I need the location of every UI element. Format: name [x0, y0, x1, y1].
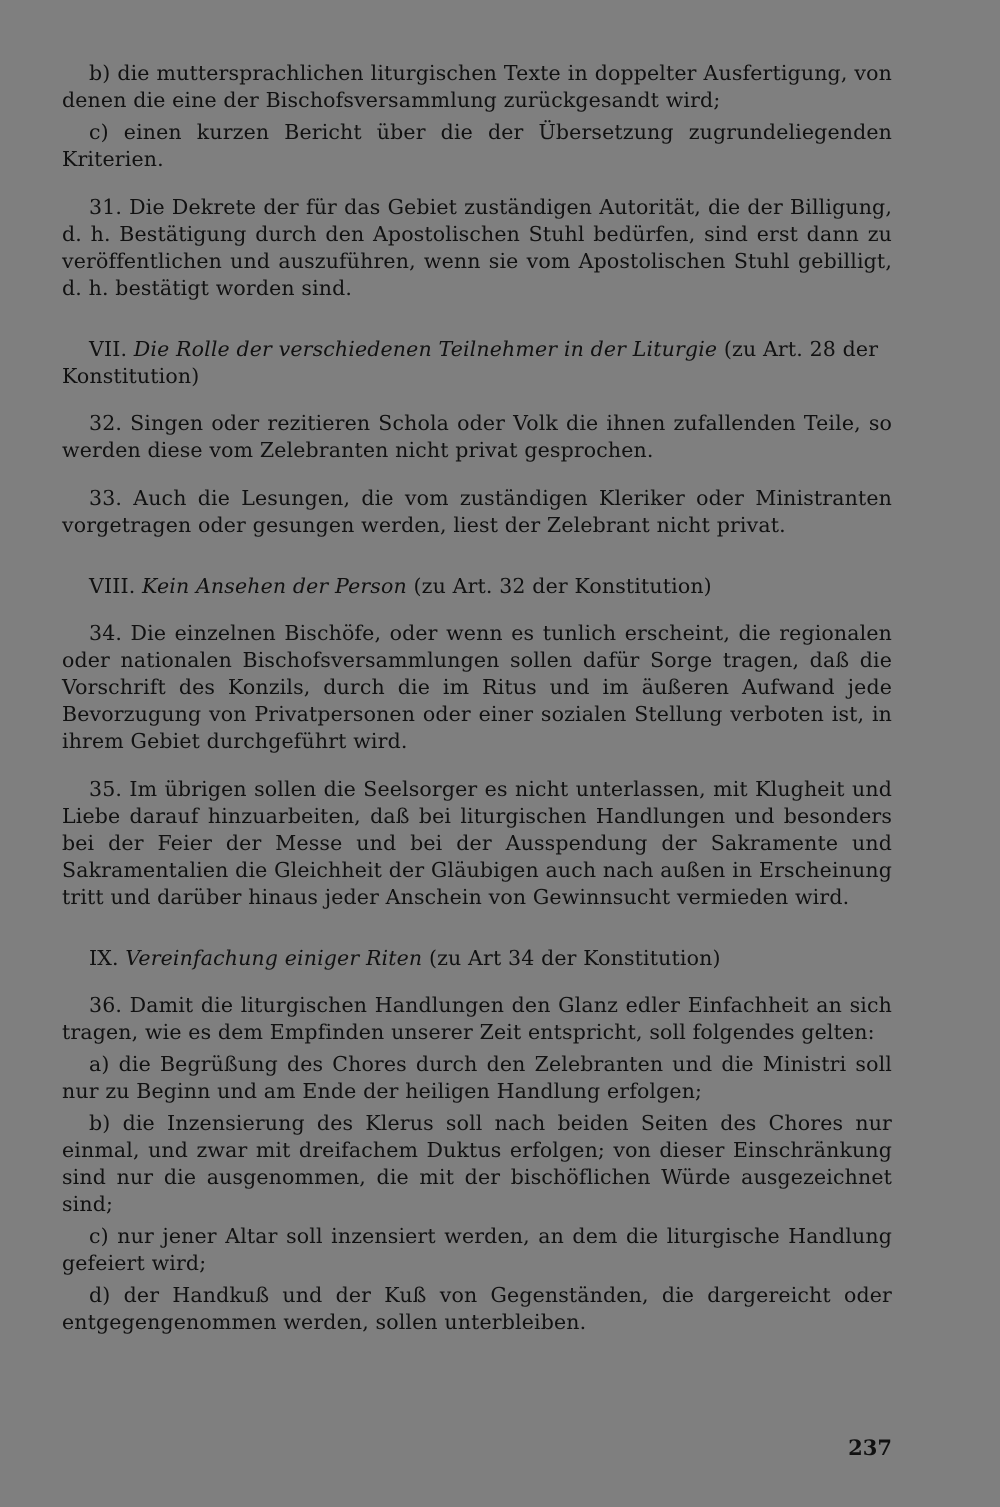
section-heading-7	[62, 336, 892, 390]
paragraph-36d: d) der Handkuß und der Kuß von Gegenständen, die dargereicht oder entgegengenommen werden, sollen unterbleiben.	[62, 1283, 892, 1334]
page-number: 237	[848, 1435, 892, 1460]
paragraph-36: 36. Damit die liturgischen Handlungen den Glanz edler Einfachheit an sich tragen, wie es dem Empfinden unserer Zeit entspricht, soll folgendes gelten:	[62, 993, 892, 1044]
section-reference: (zu Art. 32 der Konstitution)	[413, 574, 712, 598]
paragraph-33: 33. Auch die Lesungen, die vom zuständigen Kleriker oder Ministranten vorgetragen oder gesungen werden, liest der Zelebrant nicht privat.	[62, 486, 892, 537]
paragraph-36a: a) die Begrüßung des Chores durch den Zelebranten und die Ministri soll nur zu Beginn und am Ende der heiligen Handlung erfolgen;	[62, 1052, 892, 1103]
paragraph-35: 35. Im übrigen sollen die Seelsorger es nicht unterlassen, mit Klugheit und Liebe darauf hinzuarbeiten, daß bei liturgischen Handlungen und besonders bei der Feier der Messe und bei der Ausspendung der Sakramente und Sakramentalien die Gleichheit der Gläubigen auch nach außen in Erscheinung tritt und darüber hinaus jeder Anschein von Gewinnsucht vermieden wird.	[62, 777, 892, 909]
section-title: Vereinfachung einiger Riten	[125, 946, 423, 970]
section-heading-9	[62, 945, 892, 972]
section-heading-8	[62, 573, 892, 600]
paragraph-36c: c) nur jener Altar soll inzensiert werden, an dem die liturgische Handlung gefeiert wird;	[62, 1224, 892, 1275]
section-number: IX.	[89, 946, 119, 970]
section-number: VII.	[89, 337, 128, 361]
section-title: Die Rolle der verschiedenen Teilnehmer in der Liturgie	[133, 337, 718, 361]
section-number: VIII.	[89, 574, 136, 598]
paragraph-32: 32. Singen oder rezitieren Schola oder Volk die ihnen zufallenden Teile, so werden diese vom Zelebranten nicht privat gesprochen.	[62, 411, 892, 462]
paragraph-31: 31. Die Dekrete der für das Gebiet zuständigen Autorität, die der Billigung, d. h. Bestätigung durch den Apostolischen Stuhl bedürfen, sind erst dann zu veröffentlichen und auszuführen, wenn sie vom Apostolischen Stuhl gebilligt, d. h. bestätigt worden sind.	[62, 195, 892, 300]
paragraph-30c: c) einen kurzen Bericht über die der Übersetzung zugrundeliegenden Kriterien.	[62, 120, 892, 171]
section-reference: (zu Art 34 der Konstitution)	[428, 946, 721, 970]
page-body	[62, 60, 892, 1336]
paragraph-36b: b) die Inzensierung des Klerus soll nach beiden Seiten des Chores nur einmal, und zwar mit dreifachem Duktus erfolgen; von dieser Einschränkung sind nur die ausgenommen, die mit der bischöflichen Würde ausgezeichnet sind;	[62, 1111, 892, 1216]
section-title: Kein Ansehen der Person	[142, 574, 407, 598]
paragraph-34: 34. Die einzelnen Bischöfe, oder wenn es tunlich erscheint, die regionalen oder nationalen Bischofsversammlungen sollen dafür Sorge tragen, daß die Vorschrift des Konzils, durch die im Ritus und im äußeren Aufwand jede Bevorzugung von Privatpersonen oder einer sozialen Stellung verboten ist, in ihrem Gebiet durchgeführt wird.	[62, 621, 892, 753]
paragraph-30b: b) die muttersprachlichen liturgischen Texte in doppelter Ausfertigung, von denen die eine der Bischofsversammlung zurückgesandt wird;	[62, 61, 892, 112]
section-reference: (zu Art. 28 der Konstitution)	[62, 337, 879, 388]
